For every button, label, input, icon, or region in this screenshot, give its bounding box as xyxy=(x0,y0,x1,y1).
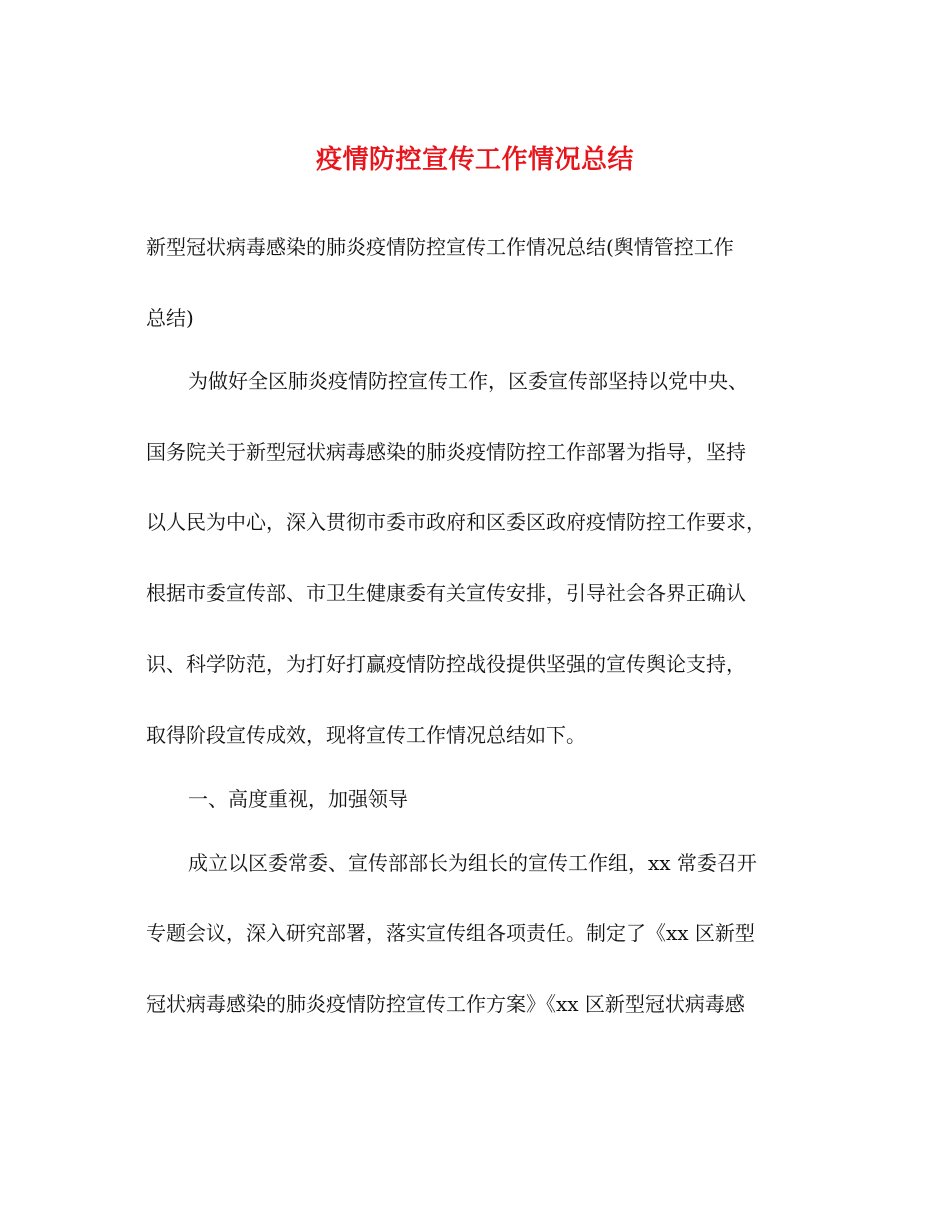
section-heading: 一、高度重视，加强领导 xyxy=(188,787,408,811)
body-line: 识、科学防范，为打好打赢疫情防控战役提供坚强的宣传舆论支持， xyxy=(146,652,746,676)
body-line: 国务院关于新型冠状病毒感染的肺炎疫情防控工作部署为指导，坚持 xyxy=(146,440,746,464)
document-title: 疫情防控宣传工作情况总结 xyxy=(315,145,634,175)
body-line: 取得阶段宣传成效，现将宣传工作情况总结如下。 xyxy=(146,723,586,747)
paragraph-line: 成立以区委常委、宣传部部长为组长的宣传工作组，xx 常委召开 xyxy=(188,851,757,875)
body-line: 以人民为中心，深入贯彻市委市政府和区委区政府疫情防控工作要求， xyxy=(146,510,766,534)
body-line: 根据市委宣传部、市卫生健康委有关宣传安排，引导社会各界正确认 xyxy=(146,581,746,605)
paragraph-line: 为做好全区肺炎疫情防控宣传工作，区委宣传部坚持以党中央、 xyxy=(188,369,748,393)
body-line: 总结) xyxy=(146,306,194,330)
body-line: 新型冠状病毒感染的肺炎疫情防控宣传工作情况总结(舆情管控工作 xyxy=(146,235,734,259)
body-line: 专题会议，深入研究部署，落实宣传组各项责任。制定了《xx 区新型 xyxy=(146,921,755,945)
body-line: 冠状病毒感染的肺炎疫情防控宣传工作方案》《xx 区新型冠状病毒感 xyxy=(146,992,745,1016)
